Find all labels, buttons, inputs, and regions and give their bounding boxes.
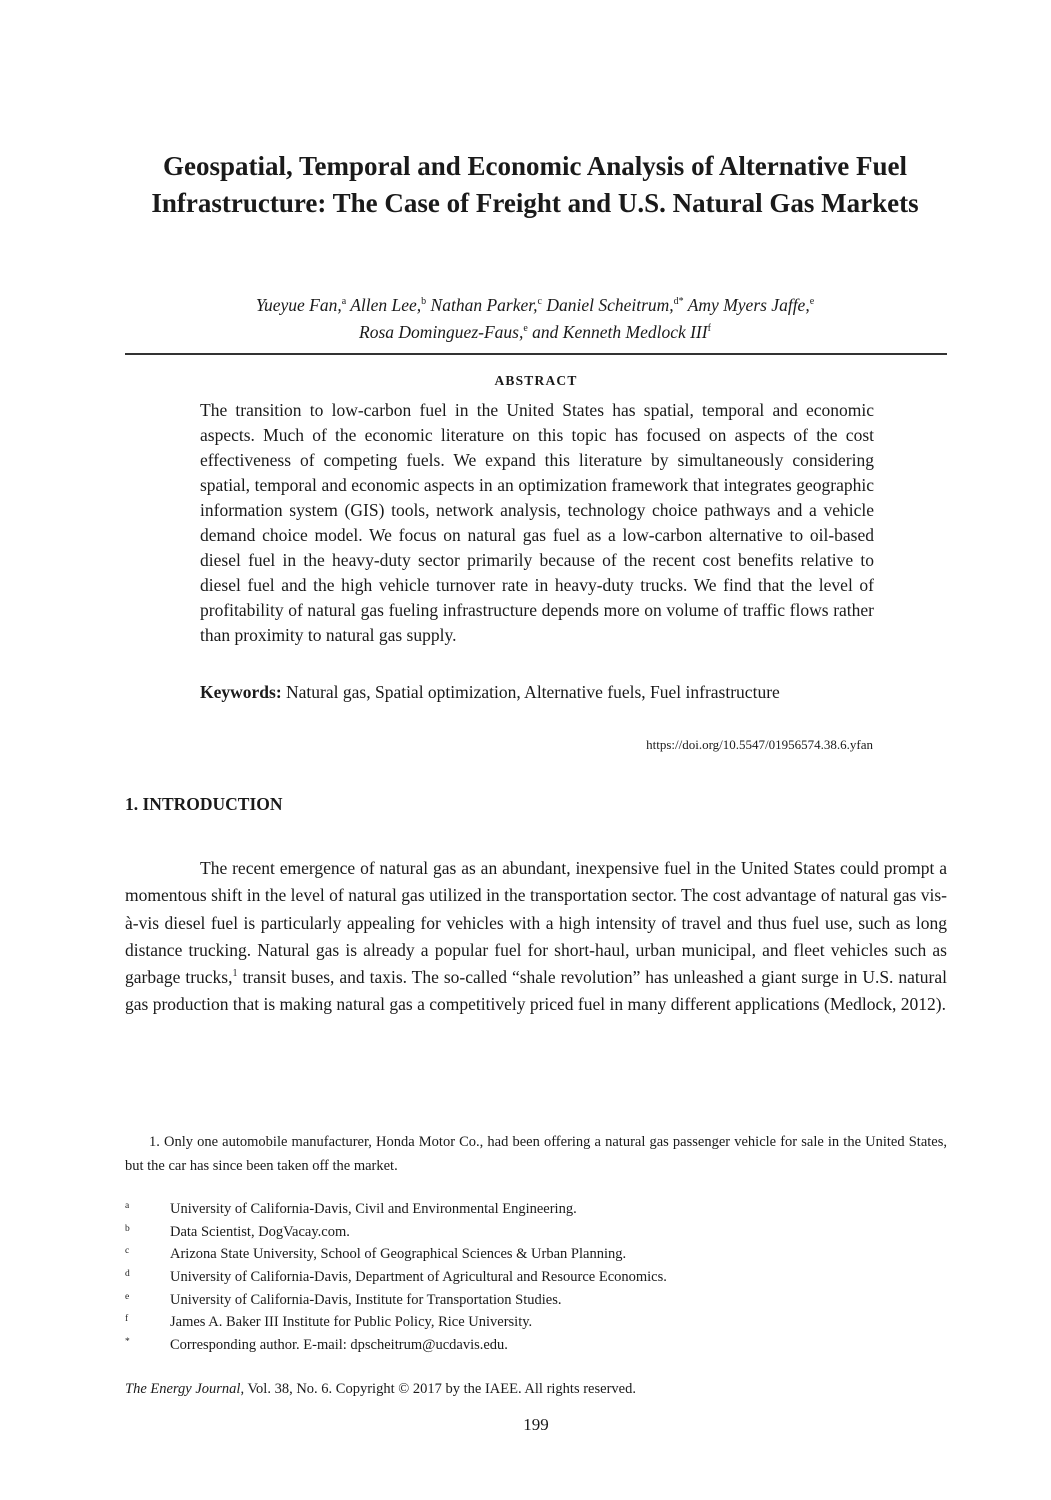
keywords [200, 680, 800, 705]
author: Amy Myers Jaffe,$^e$ [687, 295, 815, 315]
page-number: 199 [523, 1415, 549, 1434]
author: Yueyue Fan,$^a$ [255, 295, 347, 315]
doi-link[interactable]: https://doi.org/10.5547/01956574.38.6.yfan [646, 737, 873, 752]
affiliation-mark: f [125, 1314, 129, 1325]
keywords-list: Natural gas, Spatial optimization, Alternative fuels, Fuel infrastructure [286, 682, 780, 702]
author: and Kenneth Medlock III$^f$ [532, 322, 711, 342]
author: Nathan Parker,$^c$ [430, 295, 542, 315]
affiliation-mark: b [125, 1223, 130, 1234]
affiliation-item: c Arizona State University, School of Geographical Sciences & Urban Planning. [125, 1243, 947, 1266]
abstract-heading: ABSTRACT [494, 373, 578, 388]
abstract-text: The transition to low-carbon fuel in the United States has spatial, temporal and economic aspects. Much of the economic literature on this topic has focused on aspects of the cost effectiveness of competing fuels. We expand this literature by simultaneously considering spatial, temporal and economic aspects in an optimization framework that integrates geographic information system (GIS) tools, network analysis, technology choice pathways and a vehicle demand choice model. We focus on natural gas fuel as a low-carbon alternative to oil-based diesel fuel in the heavy-duty sector primarily because of the recent cost benefits relative to diesel fuel and the high vehicle turnover rate in heavy-duty trucks. We find that the level of profitability of natural gas fueling infrastructure depends more on volume of traffic flows rather than proximity to natural gas supply. [200, 400, 874, 645]
author: Daniel Scheitrum,$^{d*}$ [546, 295, 684, 315]
affiliation-item: a University of California-Davis, Civil and Environmental Engineering. [125, 1198, 947, 1221]
affiliation-item: b Data Scientist, DogVacay.com. [125, 1221, 947, 1244]
affiliation-mark: a [125, 1201, 130, 1211]
header-divider [125, 353, 947, 355]
paper-title: Geospatial, Temporal and Economic Analysis of Alternative Fuel Infrastructure: The Case of Freight and U.S. Natural Gas Markets [151, 151, 919, 218]
section-heading-introduction: 1. INTRODUCTION [125, 794, 283, 814]
footnote: 1. Only one automobile manufacturer, Honda Motor Co., had been offering a natural gas passenger vehicle for sale in the United States, but the car has since been taken off the market. [125, 1134, 947, 1174]
affiliation-list [125, 1198, 947, 1357]
affiliation-item: d University of California-Davis, Department of Agricultural and Resource Economics. [125, 1266, 947, 1289]
affiliation-item: f James A. Baker III Institute for Public Policy, Rice University. [125, 1311, 947, 1334]
footnote-reference[interactable]: 1 [232, 968, 238, 980]
affiliation-item: e University of California-Davis, Institute for Transportation Studies. [125, 1289, 947, 1312]
keywords-label: Keywords: [200, 682, 282, 702]
author: Rosa Dominguez-Faus,$^e$ [359, 322, 528, 342]
author: Allen Lee,$^b$ [350, 295, 427, 315]
affiliation-mark: e [125, 1291, 130, 1302]
author-list [120, 292, 950, 346]
affiliation-item: * Corresponding author. E-mail: dpscheitrum@ucdavis.edu. [125, 1334, 947, 1357]
journal-citation: The Energy Journal, Vol. 38, No. 6. Copyright © 2017 by the IAEE. All rights reserved. [125, 1381, 636, 1397]
journal-name: The Energy Journal [125, 1381, 241, 1397]
affiliation-mark: d [125, 1269, 130, 1280]
introduction-paragraph: The recent emergence of natural gas as an abundant, inexpensive fuel in the United States could prompt a momentous shift in the level of natural gas utilized in the transportation sector. The cost advantage of natural gas vis-à-vis diesel fuel is particularly appealing for vehicles with a high intensity of travel and thus fuel use, such as long distance trucking. Natural gas is already a popular fuel for short-haul, urban municipal, and fleet vehicles such as garbage trucks,$^1$ transit buses, and taxis. The so-called “shale revolution” has unleashed a giant surge in U.S. natural gas production that is making natural gas a competitively priced fuel in many different applications (Medlock, 2012). [125, 858, 947, 1015]
affiliation-mark: * [125, 1337, 130, 1348]
affiliation-mark: c [125, 1246, 130, 1257]
